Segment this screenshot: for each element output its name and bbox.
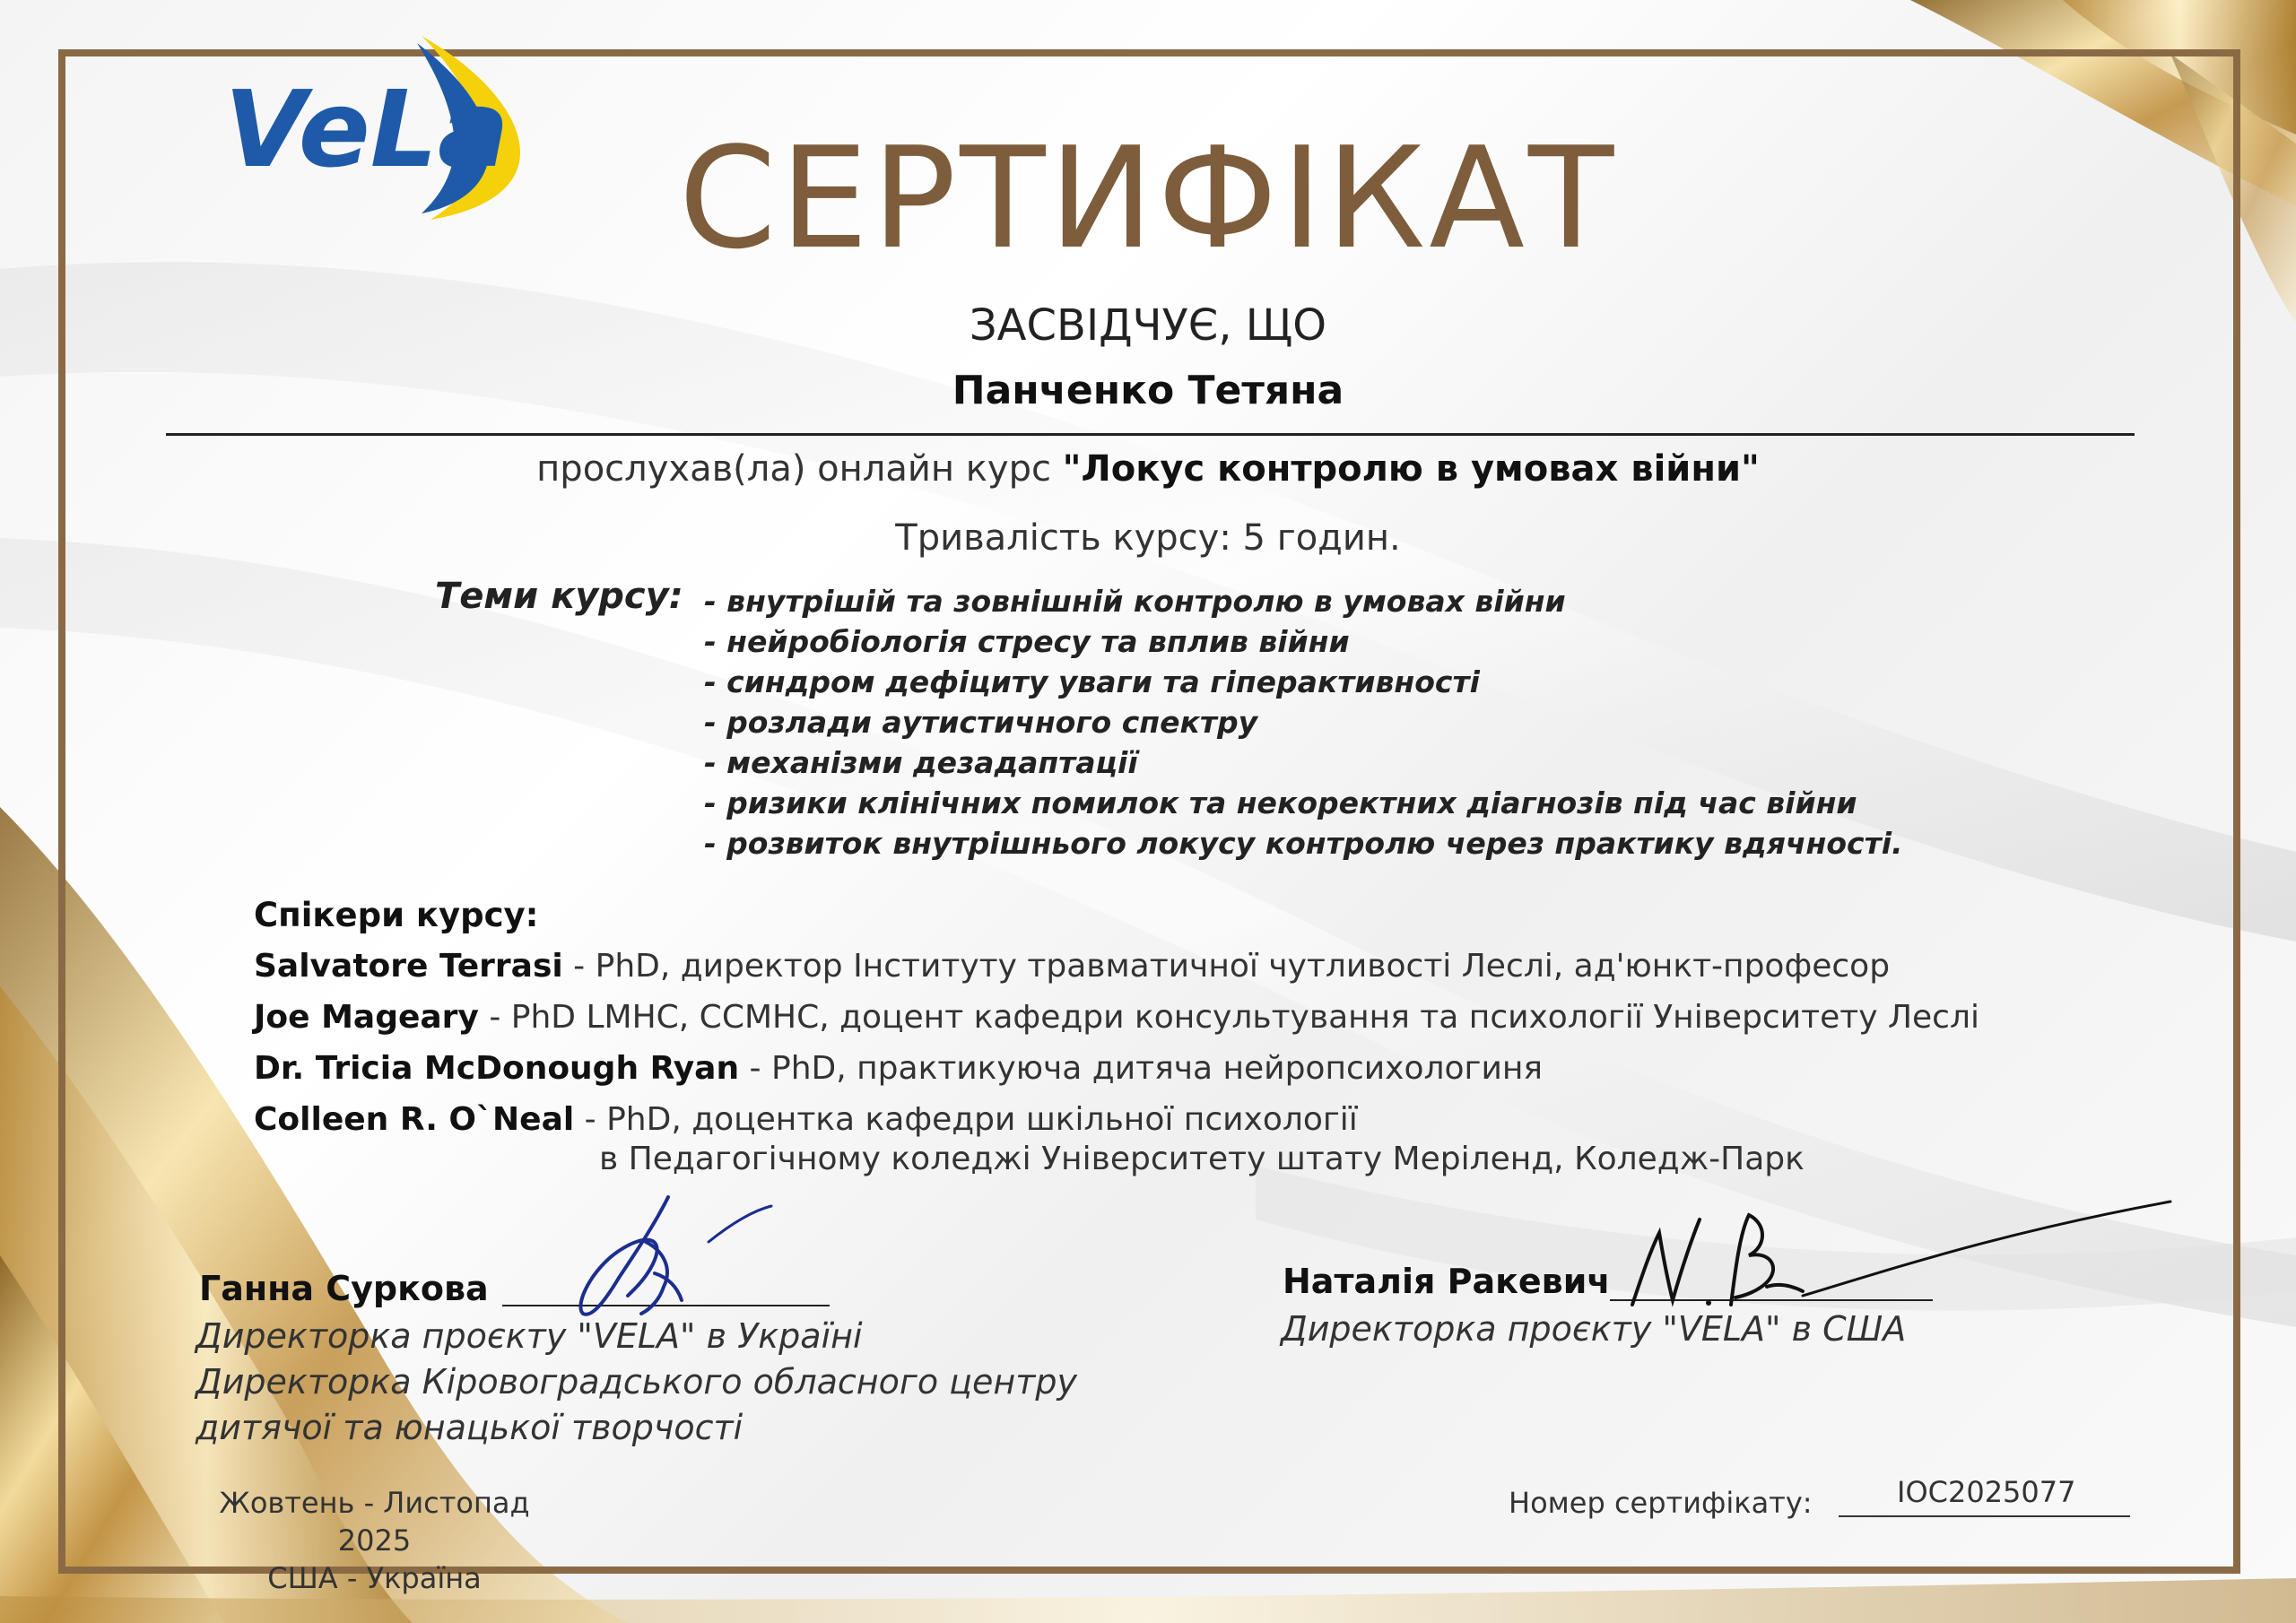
topic-item: - внутрішій та зовнішній контролю в умовах війни — [704, 584, 1566, 619]
topics-list — [704, 581, 1903, 864]
right-signature — [1623, 1197, 2179, 1318]
topic-item: - механізми дезадаптації — [704, 745, 1138, 780]
course-duration: Тривалість курсу: 5 годин. — [895, 517, 1401, 559]
topic-item: - нейробіологія стресу та вплив війни — [704, 624, 1350, 659]
logo-text: VeLa — [224, 67, 509, 191]
speaker-desc-continuation: в Педагогічному коледжі Університету штату Меріленд, Коледж-Парк — [599, 1141, 1805, 1177]
speaker-desc: - PhD, директор Інституту травматичної чутливості Леслі, ад'юнкт-професор — [562, 948, 1891, 985]
speaker-desc: - PhD LMHC, CCMHC, доцент кафедри консультування та психології Університету Леслі — [478, 999, 1979, 1036]
right-signatory-role: Директорка проєкту "VELA" в США — [1281, 1309, 1907, 1349]
course-line — [0, 448, 2296, 490]
course-prefix: прослухав(ла) онлайн курс — [536, 448, 1063, 490]
topics-label: Теми курсу: — [435, 576, 683, 617]
recipient-underline — [166, 433, 2135, 436]
course-dates: Жовтень - Листопад 2025 — [219, 1486, 530, 1558]
topic-item: - ризики клінічних помилок та некоректних діагнозів під час війни — [704, 785, 1857, 820]
left-signatory-role: дитячої та юнацької творчості — [196, 1408, 744, 1447]
speakers-heading: Спікери курсу: — [254, 896, 539, 934]
topic-item: - розвиток внутрішнього локусу контролю через практику вдячності. — [704, 826, 1903, 861]
left-signatory-role: Директорка Кіровоградського обласного центру — [196, 1362, 1078, 1402]
course-name: "Локус контролю в умовах війни" — [1062, 448, 1760, 490]
certificate-title: СЕРТИФІКАТ — [678, 117, 1618, 280]
topic-item: - синдром дефіциту уваги та гіперактивності — [704, 664, 1480, 699]
right-signatory-name: Наталія Ракевич — [1283, 1262, 1611, 1301]
certifies-text: ЗАСВІДЧУЄ, ЩО — [969, 300, 1327, 351]
course-place: США - Україна — [267, 1561, 482, 1595]
left-signatory-roles — [196, 1314, 1077, 1451]
certificate-number-label: Номер сертифікату: — [1509, 1486, 1813, 1520]
left-signature — [565, 1188, 780, 1323]
recipient-name: Панченко Тетяна — [952, 368, 1344, 413]
speaker-name: Dr. Tricia McDonough Ryan — [254, 1050, 740, 1087]
certificate-number: IOC2025077 — [1897, 1475, 2076, 1509]
topic-item: - розлади аутистичного спектру — [704, 705, 1258, 740]
speaker-name: Colleen R. O`Neal — [254, 1101, 575, 1138]
speaker-desc: - PhD, доцентка кафедри шкільної психології — [574, 1101, 1358, 1138]
speaker-row — [254, 1094, 1979, 1145]
speaker-row — [254, 1043, 1979, 1094]
left-signatory-role: Директорка проєкту "VELA" в Україні — [196, 1316, 863, 1356]
date-place-block — [179, 1484, 570, 1597]
left-signatory-name: Ганна Суркова — [199, 1269, 489, 1308]
speaker-name: Joe Mageary — [254, 999, 479, 1036]
certificate-number-underline — [1839, 1515, 2130, 1517]
speaker-row — [254, 992, 1979, 1043]
speaker-name: Salvatore Terrasi — [254, 948, 563, 985]
speakers-section — [254, 890, 1979, 1145]
speaker-desc: - PhD, практикуюча дитяча нейропсихологиня — [739, 1050, 1544, 1087]
speaker-row — [254, 941, 1979, 992]
